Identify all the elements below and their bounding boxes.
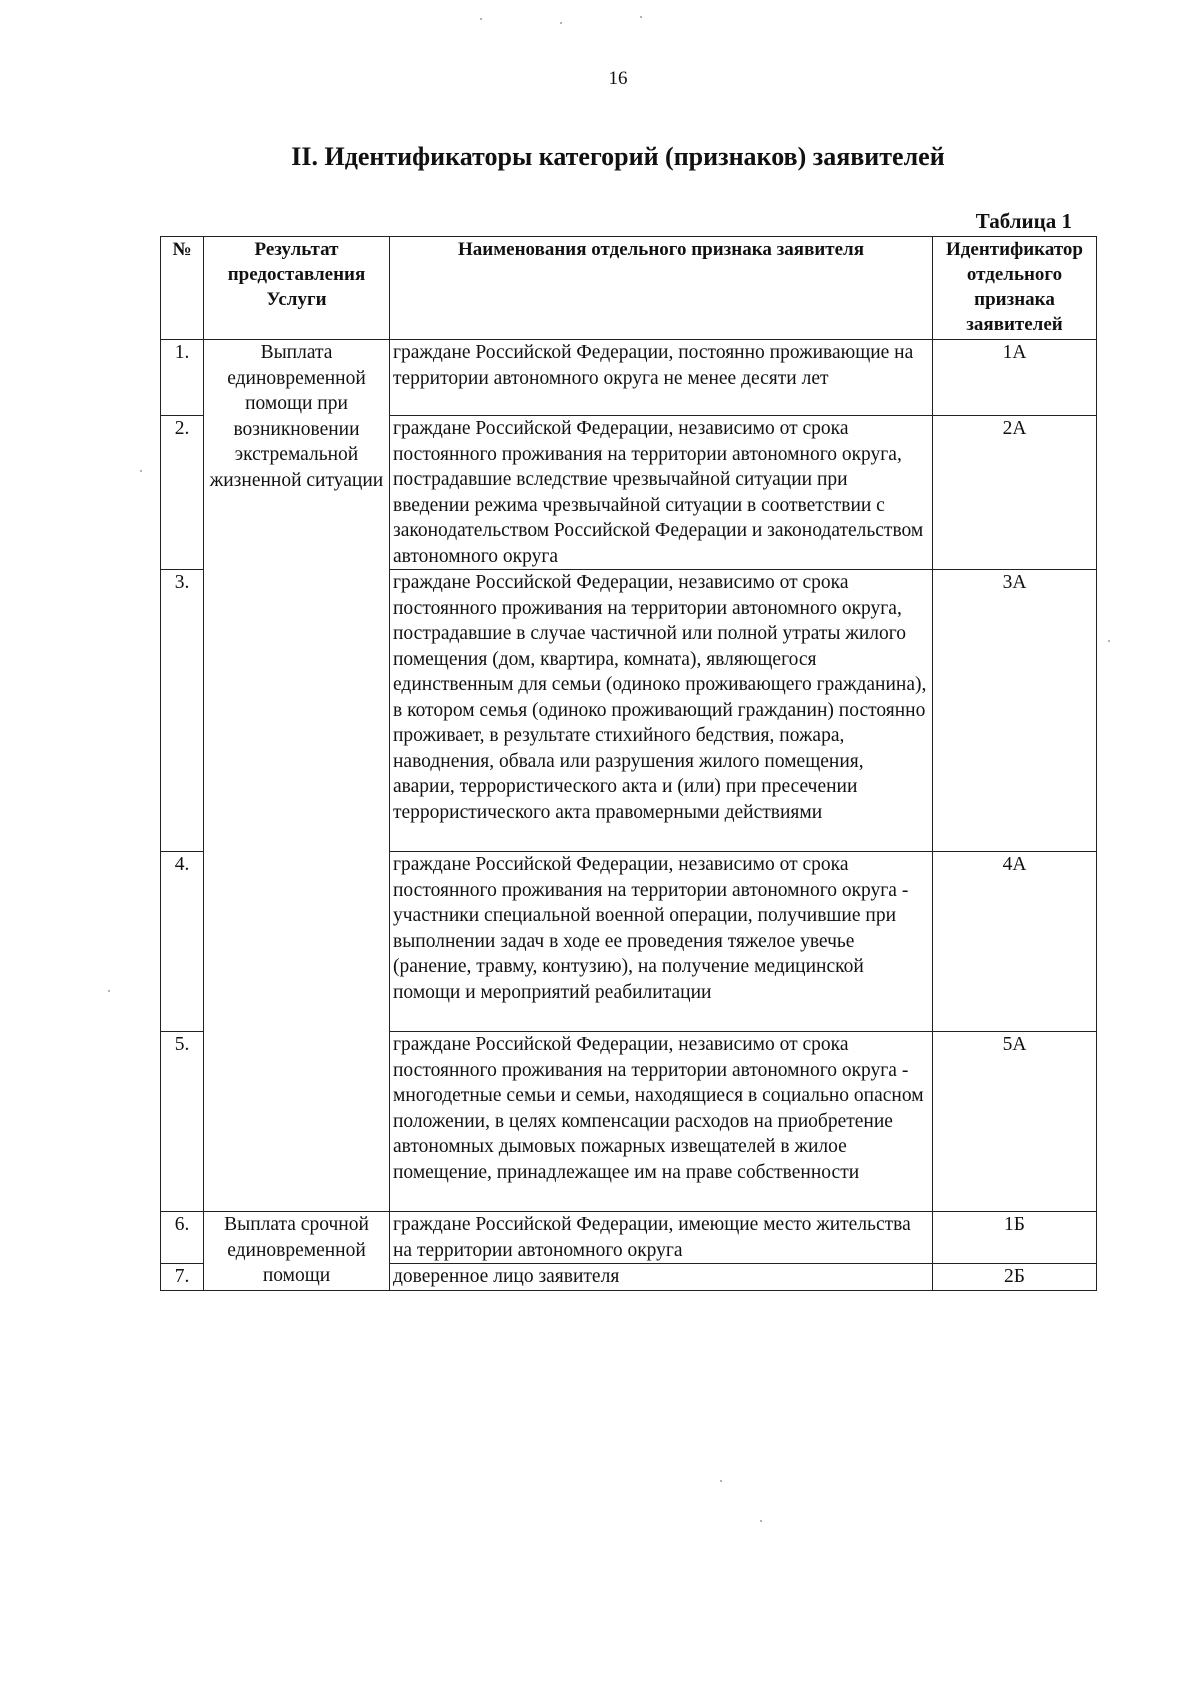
row-num: 1. bbox=[161, 340, 204, 416]
row-identifier: 1Б bbox=[933, 1212, 1097, 1264]
scan-speck bbox=[640, 16, 642, 18]
row-identifier: 5А bbox=[933, 1032, 1097, 1212]
row-num: 4. bbox=[161, 852, 204, 1032]
scan-speck bbox=[720, 1480, 722, 1482]
scan-speck bbox=[480, 18, 482, 20]
row-identifier: 3А bbox=[933, 570, 1097, 852]
row-num: 5. bbox=[161, 1032, 204, 1212]
row-identifier: 2А bbox=[933, 416, 1097, 570]
row-identifier: 4А bbox=[933, 852, 1097, 1032]
table-row bbox=[161, 340, 1097, 416]
row-num: 2. bbox=[161, 416, 204, 570]
table-row bbox=[161, 1212, 1097, 1264]
row-description: граждане Российской Федерации, независимо от срока постоянного проживания на территории автономного округа - многодетные семьи и семьи, находящиеся в социально опасном положении, в целях компенсации расходов на приобретение автономных дымовых пожарных извещателей в жилое помещение, принадлежащее им на праве собственности bbox=[390, 1032, 933, 1212]
scan-speck bbox=[760, 1520, 762, 1522]
result-group-emergency: Выплата единовременной помощи при возникновении экстремальной жизненной ситуации bbox=[204, 340, 390, 1212]
row-description: граждане Российской Федерации, независимо от срока постоянного проживания на территории автономного округа, пострадавшие в случае частичной или полной утраты жилого помещения (дом, квартира, комната), являющегося единственным для семьи (одиноко проживающего гражданина), в котором семья (одиноко проживающий гражданин) постоянно проживает, в результате стихийного бедствия, пожара, наводнения, обвала или разрушения жилого помещения, аварии, террористического акта и (или) при пресечении террористического акта правомерными действиями bbox=[390, 570, 933, 852]
page-number: 16 bbox=[608, 68, 628, 89]
row-num: 7. bbox=[161, 1264, 204, 1291]
table-caption: Таблица 1 bbox=[975, 209, 1072, 233]
row-description: доверенное лицо заявителя bbox=[390, 1264, 933, 1291]
header-num: № bbox=[161, 237, 204, 340]
row-description: граждане Российской Федерации, независимо от срока постоянного проживания на территории автономного округа, пострадавшие вследствие чрезвычайной ситуации при введении режима чрезвычайной ситуации в соответствии с законодательством Российской Федерации и законодательством автономного округа bbox=[390, 416, 933, 570]
header-result: Результат предоставления Услуги bbox=[204, 237, 390, 340]
applicant-identifiers-table bbox=[160, 236, 1097, 1291]
row-description: граждане Российской Федерации, постоянно проживающие на территории автономного округа не менее десяти лет bbox=[390, 340, 933, 416]
section-title: II. Идентификаторы категорий (признаков) заявителей bbox=[291, 142, 945, 171]
row-identifier: 1А bbox=[933, 340, 1097, 416]
scan-speck bbox=[1108, 640, 1110, 642]
scan-speck bbox=[140, 470, 142, 472]
row-num: 3. bbox=[161, 570, 204, 852]
scan-speck bbox=[108, 990, 110, 992]
row-description: граждане Российской Федерации, независимо от срока постоянного проживания на территории автономного округа - участники специальной военной операции, получившие при выполнении задач в ходе ее проведения тяжелое увечье (ранение, травму, контузию), на получение медицинской помощи и мероприятий реабилитации bbox=[390, 852, 933, 1032]
header-identifier: Идентификатор отдельного признака заявителей bbox=[933, 237, 1097, 340]
result-group-urgent: Выплата срочной единовременной помощи bbox=[204, 1212, 390, 1291]
row-identifier: 2Б bbox=[933, 1264, 1097, 1291]
scan-speck bbox=[560, 22, 562, 24]
header-description: Наименования отдельного признака заявителя bbox=[390, 237, 933, 340]
row-num: 6. bbox=[161, 1212, 204, 1264]
table-header-row bbox=[161, 237, 1097, 340]
row-description: граждане Российской Федерации, имеющие место жительства на территории автономного округа bbox=[390, 1212, 933, 1264]
